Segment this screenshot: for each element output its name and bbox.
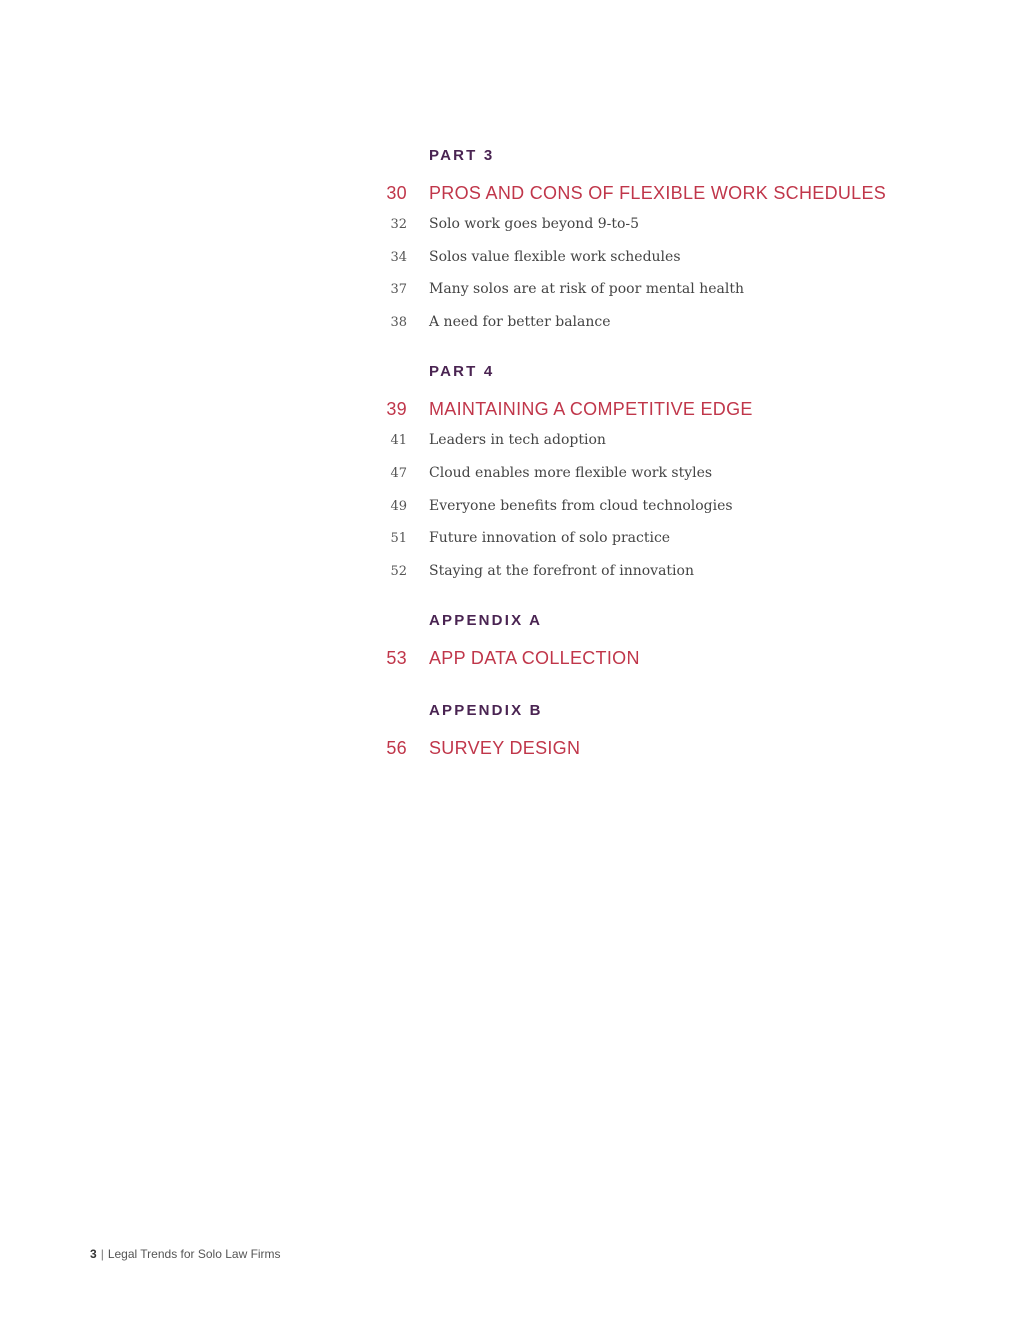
toc-item-list: [380, 424, 980, 587]
toc-item[interactable]: [380, 273, 980, 306]
appendix-label: APPENDIX A: [429, 612, 543, 630]
footer-page-number: 3: [90, 1247, 97, 1261]
part-label: PART 3: [429, 147, 495, 164]
section-heading-link[interactable]: [380, 643, 980, 673]
toc-section: [380, 611, 980, 673]
toc-item[interactable]: [380, 241, 980, 274]
toc-item-list: [380, 208, 980, 338]
toc-item-title: Solo work goes beyond 9-to-5: [429, 216, 640, 232]
toc-item-title: Staying at the forefront of innovation: [429, 562, 694, 579]
toc-item[interactable]: [380, 490, 980, 523]
toc-section: [380, 701, 980, 763]
toc-item[interactable]: [380, 522, 980, 555]
table-of-contents: [380, 146, 980, 763]
section-title: PROS AND CONS OF FLEXIBLE WORK SCHEDULES: [429, 183, 887, 203]
toc-item-page-number: 38: [390, 314, 407, 330]
toc-item-page-number: 52: [390, 563, 407, 579]
toc-item-page-number: 37: [390, 282, 407, 298]
toc-item[interactable]: [380, 306, 980, 339]
spacer: [380, 338, 980, 362]
spacer: [380, 587, 980, 611]
toc-item-title: Many solos are at risk of poor mental health: [429, 281, 744, 298]
section-heading-link[interactable]: [380, 733, 980, 763]
toc-item-page-number: 49: [390, 498, 407, 514]
toc-item[interactable]: [380, 555, 980, 588]
toc-item-title: Future innovation of solo practice: [429, 530, 671, 547]
section-title: APP DATA COLLECTION: [429, 648, 640, 669]
toc-item-page-number: 47: [390, 465, 407, 481]
toc-item-title: Solos value flexible work schedules: [429, 248, 681, 265]
spacer: [380, 673, 980, 701]
toc-item-title: A need for better balance: [429, 313, 611, 330]
toc-item-page-number: 51: [390, 531, 407, 547]
section-heading-link[interactable]: [380, 178, 980, 208]
section-page-number: 56: [386, 738, 407, 759]
section-page-number: 39: [386, 399, 407, 420]
section-page-number: 30: [386, 183, 407, 203]
toc-item-title: Leaders in tech adoption: [429, 432, 606, 449]
section-title: MAINTAINING A COMPETITIVE EDGE: [429, 399, 753, 420]
toc-item[interactable]: [380, 424, 980, 457]
part-label: PART 4: [429, 363, 495, 381]
section-page-number: 53: [386, 648, 407, 669]
toc-item[interactable]: [380, 208, 980, 241]
section-title: SURVEY DESIGN: [429, 738, 581, 759]
appendix-label: APPENDIX B: [429, 702, 543, 720]
toc-item-page-number: 41: [390, 433, 407, 449]
section-heading-link[interactable]: [380, 394, 980, 424]
toc-section: [380, 362, 980, 587]
toc-item-title: Everyone benefits from cloud technologies: [429, 497, 733, 514]
toc-section: [380, 146, 980, 338]
footer-document-title: Legal Trends for Solo Law Firms: [107, 1247, 281, 1261]
toc-item-title: Cloud enables more flexible work styles: [429, 464, 713, 481]
toc-item-page-number: 34: [390, 249, 407, 265]
toc-item[interactable]: [380, 457, 980, 490]
page-footer: [90, 1247, 281, 1261]
toc-item-page-number: 32: [390, 217, 407, 232]
footer-separator: |: [100, 1247, 104, 1261]
